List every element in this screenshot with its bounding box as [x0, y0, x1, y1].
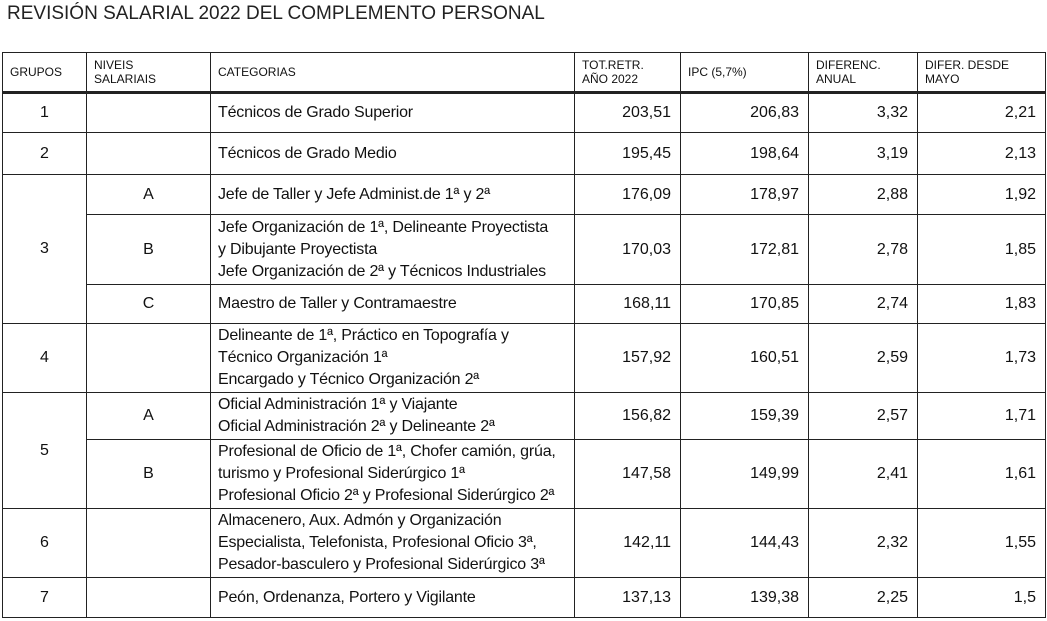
level-cell	[87, 324, 211, 393]
ipc-cell: 170,85	[681, 285, 809, 324]
group-cell: 3	[3, 175, 87, 324]
group-cell: 2	[3, 133, 87, 175]
ipc-cell: 206,83	[681, 93, 809, 133]
mayo-cell: 1,71	[918, 393, 1046, 440]
col-header-categorias: CATEGORIAS	[211, 53, 575, 93]
category-cell	[211, 133, 575, 175]
category-line: Maestro de Taller y Contramaestre	[218, 295, 457, 312]
col-header-grupos: GRUPOS	[3, 53, 87, 93]
level-cell: C	[87, 285, 211, 324]
dif-cell: 2,78	[809, 215, 918, 285]
category-cell	[211, 440, 575, 509]
category-line: Encargado y Técnico Organización 2ª	[218, 371, 480, 388]
level-cell	[87, 93, 211, 133]
ipc-cell: 139,38	[681, 578, 809, 618]
dif-cell: 2,41	[809, 440, 918, 509]
level-cell: A	[87, 175, 211, 215]
ipc-cell: 160,51	[681, 324, 809, 393]
level-cell: B	[87, 215, 211, 285]
category-line: Profesional Oficio 2ª y Profesional Siderúrgico 2ª	[218, 487, 555, 504]
category-cell	[211, 175, 575, 215]
tot-cell: 176,09	[575, 175, 681, 215]
category-line: Jefe de Taller y Jefe Administ.de 1ª y 2ª	[218, 185, 490, 203]
category-line: Oficial Administración 1ª y Viajante	[218, 396, 458, 413]
category-cell	[211, 578, 575, 618]
category-cell	[211, 285, 575, 324]
tot-cell: 142,11	[575, 509, 681, 578]
level-cell: A	[87, 393, 211, 440]
category-line: Oficial Administración 2ª y Delineante 2ª	[218, 418, 495, 435]
table-row	[3, 393, 1046, 440]
dif-cell: 3,19	[809, 133, 918, 175]
dif-cell: 2,25	[809, 578, 918, 618]
category-line: Profesional de Oficio de 1ª, Chofer camión, grúa,	[218, 443, 556, 460]
tot-cell: 147,58	[575, 440, 681, 509]
level-cell	[87, 509, 211, 578]
category-cell	[211, 393, 575, 440]
level-cell: B	[87, 440, 211, 509]
mayo-cell: 1,5	[918, 578, 1046, 618]
table-row	[3, 133, 1046, 175]
mayo-cell: 1,61	[918, 440, 1046, 509]
category-line: Pesador-basculero y Profesional Siderúrgico 3ª	[218, 556, 545, 573]
ipc-cell: 149,99	[681, 440, 809, 509]
category-line: Especialista, Telefonista, Profesional Oficio 3ª,	[218, 534, 537, 551]
table-row	[3, 285, 1046, 324]
category-cell	[211, 93, 575, 133]
col-header-difer-mayo: DIFER. DESDE MAYO	[918, 53, 1046, 93]
tot-cell: 170,03	[575, 215, 681, 285]
group-cell: 6	[3, 509, 87, 578]
mayo-cell: 1,83	[918, 285, 1046, 324]
dif-cell: 3,32	[809, 93, 918, 133]
table-row	[3, 578, 1046, 618]
ipc-cell: 159,39	[681, 393, 809, 440]
category-line: turismo y Profesional Siderúrgico 1ª	[218, 465, 465, 482]
category-line: Peón, Ordenanza, Portero y Vigilante	[218, 588, 476, 606]
mayo-cell: 2,13	[918, 133, 1046, 175]
page-title: REVISIÓN SALARIAL 2022 DEL COMPLEMENTO PERSONAL	[7, 3, 545, 24]
ipc-cell: 172,81	[681, 215, 809, 285]
category-line: y Dibujante Proyectista	[218, 240, 378, 258]
header-row	[3, 53, 1046, 93]
table-row	[3, 509, 1046, 578]
tot-cell: 156,82	[575, 393, 681, 440]
category-line: Almacenero, Aux. Admón y Organización	[218, 512, 502, 529]
dif-cell: 2,32	[809, 509, 918, 578]
level-cell	[87, 133, 211, 175]
table-row	[3, 93, 1046, 133]
tot-cell: 203,51	[575, 93, 681, 133]
category-cell	[211, 215, 575, 285]
dif-cell: 2,59	[809, 324, 918, 393]
category-line: Jefe Organización de 2ª y Técnicos Industriales	[218, 262, 546, 280]
table-row	[3, 215, 1046, 285]
group-cell: 4	[3, 324, 87, 393]
level-cell	[87, 578, 211, 618]
table-row	[3, 440, 1046, 509]
col-header-ipc: IPC (5,7%)	[681, 53, 809, 93]
col-header-tot-retr: TOT.RETR. AÑO 2022	[575, 53, 681, 93]
mayo-cell: 1,85	[918, 215, 1046, 285]
tot-cell: 137,13	[575, 578, 681, 618]
tot-cell: 195,45	[575, 133, 681, 175]
dif-cell: 2,88	[809, 175, 918, 215]
dif-cell: 2,57	[809, 393, 918, 440]
category-line: Jefe Organización de 1ª, Delineante Proyectista	[218, 218, 549, 236]
table-row	[3, 175, 1046, 215]
mayo-cell: 1,73	[918, 324, 1046, 393]
mayo-cell: 1,92	[918, 175, 1046, 215]
group-cell: 5	[3, 393, 87, 509]
dif-cell: 2,74	[809, 285, 918, 324]
salary-table	[2, 52, 1046, 618]
category-line: Delineante de 1ª, Práctico en Topografía y	[218, 327, 509, 344]
category-cell	[211, 324, 575, 393]
ipc-cell: 178,97	[681, 175, 809, 215]
col-header-diferenc: DIFERENC. ANUAL	[809, 53, 918, 93]
col-header-niveis: NIVEIS SALARIAIS	[87, 53, 211, 93]
ipc-cell: 198,64	[681, 133, 809, 175]
tot-cell: 168,11	[575, 285, 681, 324]
category-line: Técnicos de Grado Superior	[218, 104, 413, 121]
group-cell: 7	[3, 578, 87, 618]
table-row	[3, 324, 1046, 393]
category-line: Técnicos de Grado Medio	[218, 144, 397, 162]
mayo-cell: 1,55	[918, 509, 1046, 578]
tot-cell: 157,92	[575, 324, 681, 393]
group-cell: 1	[3, 93, 87, 133]
mayo-cell: 2,21	[918, 93, 1046, 133]
ipc-cell: 144,43	[681, 509, 809, 578]
category-cell	[211, 509, 575, 578]
category-line: Técnico Organización 1ª	[218, 349, 388, 366]
